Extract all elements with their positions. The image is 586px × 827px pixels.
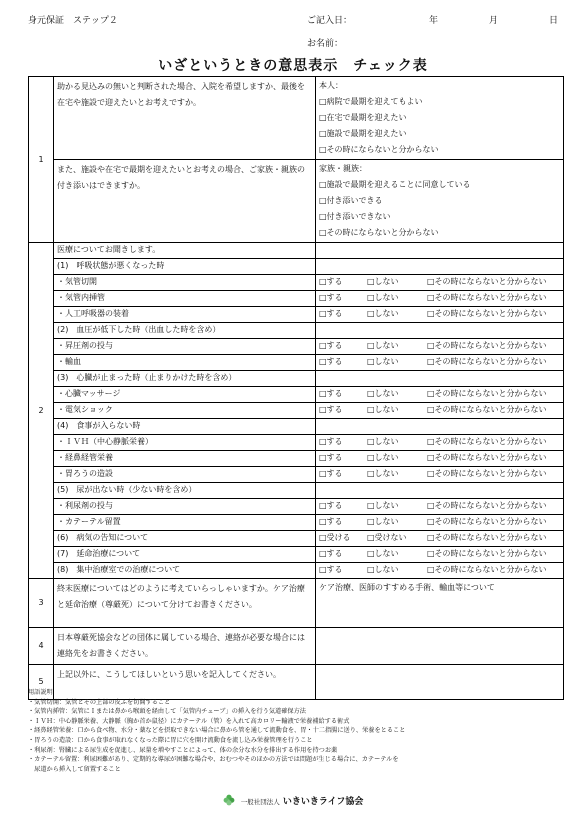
checkbox-option[interactable]: □する (319, 389, 343, 398)
section2-row (29, 355, 564, 371)
checkbox-option[interactable]: □しない (367, 501, 399, 510)
checkbox-option[interactable]: □しない (367, 389, 399, 398)
checkbox-option[interactable]: □その時にならないと分からない (319, 228, 439, 237)
medical-condition-label: (6) 病気の告知について (54, 531, 316, 547)
section3-number: 3 (29, 579, 54, 628)
checkbox-option[interactable]: □その時にならないと分からない (427, 501, 547, 510)
medical-item-label: ・電気ショック (54, 403, 316, 419)
section2-row (29, 547, 564, 563)
section4-answer[interactable] (316, 628, 564, 665)
checkbox-option[interactable]: □付き添いできる (319, 196, 383, 205)
checkbox-option[interactable]: □付き添いできない (319, 212, 391, 221)
checkbox-option[interactable]: □その時にならないと分からない (319, 145, 439, 154)
options-cell (316, 275, 564, 291)
checkbox-option[interactable]: □その時にならないと分からない (427, 277, 547, 286)
checkbox-option[interactable]: □施設で最期を迎えたい (319, 129, 407, 138)
medical-item-label: ・気管内挿管 (54, 291, 316, 307)
checkbox-option[interactable]: □する (319, 341, 343, 350)
section2-row (29, 451, 564, 467)
org-name: いきいきライフ協会 (282, 797, 364, 807)
options-cell (316, 451, 564, 467)
clover-logo-icon (223, 794, 235, 809)
checkbox-option[interactable]: □する (319, 405, 343, 414)
empty-cell (316, 243, 564, 259)
section2-row (29, 339, 564, 355)
medical-condition-label: (5) 尿が出ない時（少ない時を含め） (54, 483, 316, 499)
medical-condition-label: (2) 血圧が低下した時（出血した時を含め） (54, 323, 316, 339)
checkbox-option[interactable]: □する (319, 549, 343, 558)
glossary-item: 尿道から挿入して留置すること (28, 765, 121, 773)
checkbox-option[interactable]: □しない (367, 453, 399, 462)
checkbox-option[interactable]: □在宅で最期を迎えたい (319, 113, 407, 122)
glossary-list (28, 698, 563, 775)
day-label: 日 (549, 16, 559, 26)
options-cell (316, 499, 564, 515)
glossary-heading: 用語説明 (28, 689, 53, 696)
section4-question: 日本尊厳死協会などの団体に属している場合、連絡が必要な場合には連絡先をお書きください。 (54, 628, 316, 665)
section3-question: 終末医療についてはどのように考えていらっしゃいますか。ケア治療と延命治療（尊厳死）について分けてお書きください。 (54, 579, 316, 628)
options-cell (316, 371, 564, 387)
glossary (28, 688, 563, 774)
checkbox-option[interactable]: □その時にならないと分からない (427, 309, 547, 318)
medical-item-label: ・輸血 (54, 355, 316, 371)
section3-answer: ケア治療、医師のすすめる手術、輸血等について (316, 579, 564, 628)
section4-number: 4 (29, 628, 54, 665)
options-cell (316, 339, 564, 355)
section1-row-2 (29, 160, 564, 243)
checkbox-option[interactable]: □しない (367, 293, 399, 302)
date-label: ご記入日： (307, 16, 353, 26)
checkbox-option[interactable]: □する (319, 565, 343, 574)
section2-row (29, 531, 564, 547)
checkbox-option[interactable]: □しない (367, 277, 399, 286)
checkbox-option[interactable]: □その時にならないと分からない (427, 341, 547, 350)
checkbox-option[interactable]: □その時にならないと分からない (427, 357, 547, 366)
section2-intro: 医療についてお聞きします。 (54, 243, 316, 259)
section4-row (29, 628, 564, 665)
checkbox-option[interactable]: □する (319, 469, 343, 478)
checkbox-option[interactable]: □する (319, 357, 343, 366)
section1-answer-1 (316, 77, 564, 160)
medical-item-label: ・ＩＶＨ（中心静脈栄養） (54, 435, 316, 451)
answer-title: 本人： (319, 81, 343, 90)
section2-row (29, 483, 564, 499)
checkbox-option[interactable]: □する (319, 277, 343, 286)
section2-row (29, 323, 564, 339)
checkbox-option[interactable]: □する (319, 517, 343, 526)
checkbox-option[interactable]: □する (319, 437, 343, 446)
medical-condition-label: (1) 呼吸状態が悪くなった時 (54, 259, 316, 275)
options-cell (316, 515, 564, 531)
options-cell (316, 355, 564, 371)
checkbox-option[interactable]: □その時にならないと分からない (427, 469, 547, 478)
checkbox-option[interactable]: □しない (367, 565, 399, 574)
section2-intro-row (29, 243, 564, 259)
section2-row (29, 563, 564, 579)
medical-item-label: ・昇圧剤の投与 (54, 339, 316, 355)
medical-item-label: ・利尿剤の投与 (54, 499, 316, 515)
section2-row (29, 275, 564, 291)
glossary-item: ・経鼻経管栄養：口から食べ物、水分・薬などを摂取できない場合に鼻から管を通して流動食を、胃・十二指腸に送り、栄養をとること (28, 727, 406, 735)
options-cell (316, 419, 564, 435)
section2-row (29, 371, 564, 387)
options-cell (316, 483, 564, 499)
section2-row (29, 419, 564, 435)
checkbox-option[interactable]: □その時にならないと分からない (427, 517, 547, 526)
glossary-item: ・気管切開：気管とその上部の皮ふを切開すること (28, 698, 171, 706)
options-cell (316, 547, 564, 563)
section2-row (29, 291, 564, 307)
options-cell (316, 259, 564, 275)
series-label: 身元保証 ステップ２ (28, 16, 118, 26)
checkbox-option[interactable]: □病院で最期を迎えてもよい (319, 97, 423, 106)
section2-row (29, 259, 564, 275)
options-cell (316, 531, 564, 547)
checkbox-option[interactable]: □その時にならないと分からない (427, 293, 547, 302)
org-prefix: 一般社団法人 (240, 798, 280, 806)
checkbox-option[interactable]: □しない (367, 357, 399, 366)
checkbox-option[interactable]: □施設で最期を迎えることに同意している (319, 180, 471, 189)
section2-row (29, 387, 564, 403)
checkbox-option[interactable]: □受けない (367, 533, 407, 542)
medical-condition-label: (8) 集中治療室での治療について (54, 563, 316, 579)
options-cell (316, 435, 564, 451)
options-cell (316, 563, 564, 579)
medical-item-label: ・人工呼吸器の装着 (54, 307, 316, 323)
medical-condition-label: (3) 心臓が止まった時（止まりかけた時を含め） (54, 371, 316, 387)
checklist-table (28, 76, 564, 700)
checkbox-option[interactable]: □する (319, 309, 343, 318)
name-label: お名前： (307, 39, 344, 49)
checkbox-option[interactable]: □しない (367, 437, 399, 446)
medical-item-label: ・カテーテル留置 (54, 515, 316, 531)
checkbox-option[interactable]: □しない (367, 405, 399, 414)
section2-number: 2 (29, 243, 54, 579)
checkbox-option[interactable]: □しない (367, 549, 399, 558)
checkbox-option[interactable]: □する (319, 293, 343, 302)
medical-condition-label: (7) 延命治療について (54, 547, 316, 563)
answer-title: 家族・親族： (319, 164, 367, 173)
medical-item-label: ・経鼻経管栄養 (54, 451, 316, 467)
section2-row (29, 435, 564, 451)
options-cell (316, 291, 564, 307)
checkbox-option[interactable]: □しない (367, 309, 399, 318)
year-label: 年 (429, 16, 439, 26)
checkbox-option[interactable]: □その時にならないと分からない (427, 453, 547, 462)
options-cell (316, 387, 564, 403)
options-cell (316, 307, 564, 323)
checkbox-option[interactable]: □しない (367, 341, 399, 350)
medical-item-label: ・気管切開 (54, 275, 316, 291)
section2-row (29, 499, 564, 515)
section2-row (29, 467, 564, 483)
section1-answer-2 (316, 160, 564, 243)
month-label: 月 (489, 16, 499, 26)
glossary-item: ・カテーテル留置：利尿困難があり、定期的な導尿が困難な場合や、おむつやそのほかの方法では問題が生じる場合に、カテーテルを (28, 756, 399, 764)
checkbox-option[interactable]: □その時にならないと分からない (427, 549, 547, 558)
section5-number: 5 (29, 665, 54, 700)
glossary-item: ・利尿剤：腎臓による尿生成を促進し、尿量を増やすことによって、体の余分な水分を排出する作用を持つお薬 (28, 746, 338, 754)
section2-row (29, 307, 564, 323)
page-title: いざというときの意思表示 チェック表 (158, 58, 428, 74)
checkbox-option[interactable]: □する (319, 501, 343, 510)
checkbox-option[interactable]: □その時にならないと分からない (427, 533, 547, 542)
section1-row-1 (29, 77, 564, 160)
checkbox-option[interactable]: □その時にならないと分からない (427, 437, 547, 446)
medical-item-label: ・胃ろうの造設 (54, 467, 316, 483)
options-cell (316, 467, 564, 483)
footer-logo (0, 794, 586, 809)
checkbox-option[interactable]: □その時にならないと分からない (427, 389, 547, 398)
options-cell (316, 323, 564, 339)
glossary-item: ・気管内挿管：気管にＩまたは鼻から喉頭を経由して「気管内チューブ」の挿入を行う気道確保方法 (28, 708, 306, 716)
glossary-item: ・胃ろうの造設：口から食事が取れなくなった際に胃に穴を開け流動食を流し込み栄養管理を行うこと (28, 736, 313, 744)
checkbox-option[interactable]: □受ける (319, 533, 351, 542)
checkbox-option[interactable]: □その時にならないと分からない (427, 565, 547, 574)
section5-question: 上記以外に、こうしてほしいという思いを記入してください。 (54, 665, 316, 700)
section1-question-2: また、施設や在宅で最期を迎えたいとお考えの場合、ご家族・親族の付き添いはできますか。 (54, 160, 316, 243)
checkbox-option[interactable]: □する (319, 453, 343, 462)
glossary-item: ・ＩＶＨ：中心静脈栄養、大静脈（胸か首か鼠径）にカテーテル（管）を入れて高カロリー輸液で栄養補給する術式 (28, 717, 350, 725)
checkbox-option[interactable]: □その時にならないと分からない (427, 405, 547, 414)
checkbox-option[interactable]: □しない (367, 469, 399, 478)
medical-condition-label: (4) 食事が入らない時 (54, 419, 316, 435)
section3-row (29, 579, 564, 628)
section1-question-1: 助かる見込みの無いと判断された場合、入院を希望しますか、最後を在宅や施設で迎えたいとお考えですか。 (54, 77, 316, 160)
section1-number: 1 (29, 77, 54, 243)
medical-item-label: ・心臓マッサージ (54, 387, 316, 403)
checkbox-option[interactable]: □しない (367, 517, 399, 526)
section2-row (29, 403, 564, 419)
options-cell (316, 403, 564, 419)
section2-row (29, 515, 564, 531)
